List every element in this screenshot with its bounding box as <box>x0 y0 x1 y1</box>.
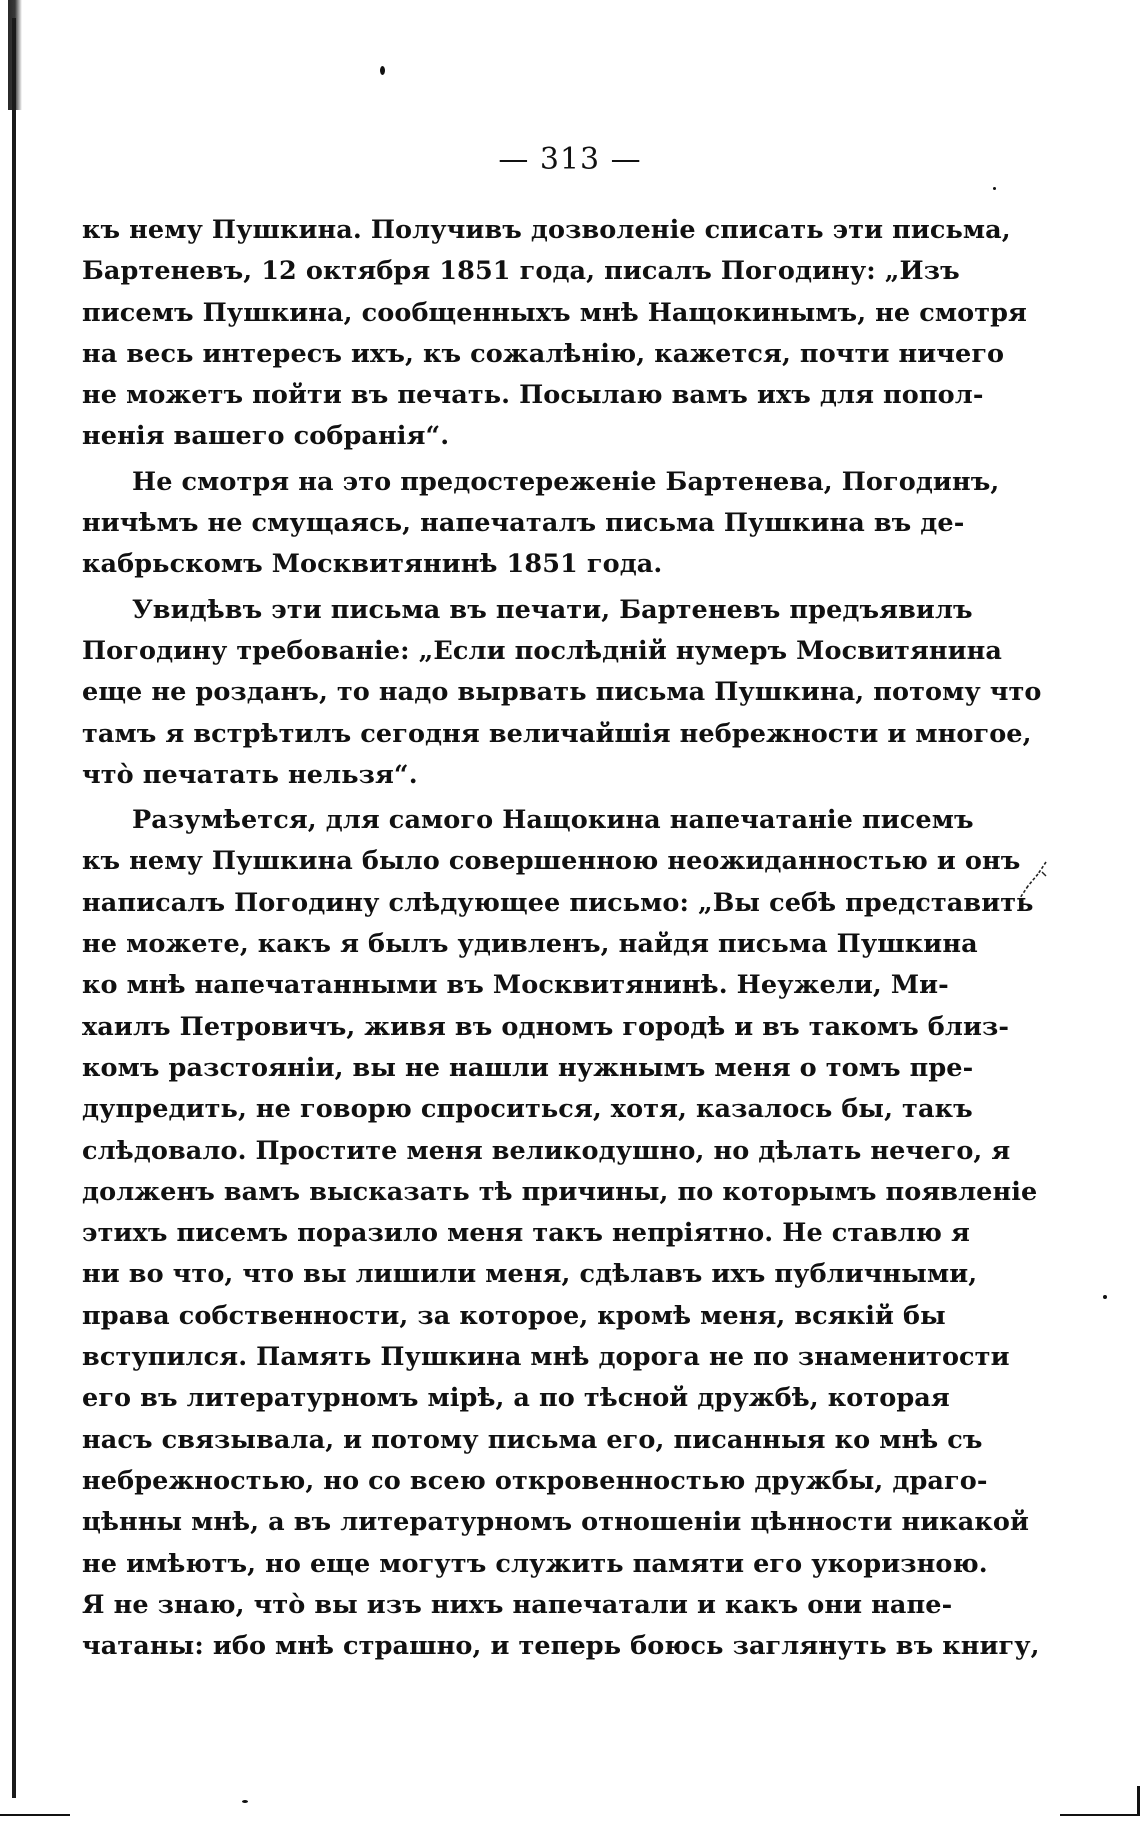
text-line: написалъ Погодину слѣдующее письмо: „Вы себѣ представить <box>82 887 1034 918</box>
scan-left-margin-line <box>12 18 16 1798</box>
text-line: Не смотря на это предостереженіе Бартенева, Погодинъ, <box>132 466 1000 497</box>
text-line: Увидѣвъ эти письма въ печати, Бартеневъ предъявилъ <box>132 594 973 625</box>
text-line: Бартеневъ, 12 октября 1851 года, писалъ Погодину: „Изъ <box>82 256 960 287</box>
text-line: еще не розданъ, то надо вырвать письма Пушкина, потому что <box>82 677 1042 708</box>
text-line: къ нему Пушкина было совершенною неожиданностью и онъ <box>82 846 1021 877</box>
scan-bottom-right-line <box>1060 1814 1140 1816</box>
text-line: ни во что, что вы лишили меня, сдѣлавъ ихъ публичными, <box>82 1259 978 1290</box>
text-line: не имѣютъ, но еще могутъ служить памяти его укоризною. <box>82 1548 988 1579</box>
body-text <box>82 210 1042 1667</box>
text-line: къ нему Пушкина. Получивъ дозволеніе списать эти письма, <box>82 215 1011 245</box>
text-line: писемъ Пушкина, сообщенныхъ мнѣ Нащокинымъ, не смотря <box>82 297 1027 328</box>
text-line: не можетъ пойти въ печать. Посылаю вамъ ихъ для попол- <box>82 380 984 411</box>
text-line: Разумѣется, для самого Нащокина напечатаніе писемъ <box>132 805 974 836</box>
text-line: не можете, какъ я былъ удивленъ, найдя письма Пушкина <box>82 929 978 960</box>
text-line: Я не знаю, что̀ вы изъ нихъ напечатали и какъ они напе- <box>82 1589 953 1620</box>
text-line: вступился. Память Пушкина мнѣ дорога не по знаменитости <box>82 1342 1010 1373</box>
scan-bottom-left-line <box>0 1814 70 1816</box>
text-line: что̀ печатать нельзя“. <box>82 759 418 790</box>
text-line: Погодину требованіе: „Если послѣдній нумеръ Мосвитянина <box>82 635 1003 666</box>
page-number: — 313 — <box>498 142 642 177</box>
text-line: чатаны: ибо мнѣ страшно, и теперь боюсь заглянуть въ книгу, <box>82 1631 1040 1662</box>
text-line: права собственности, за которое, кромѣ меня, всякій бы <box>82 1300 946 1331</box>
text-line: ненія вашего собранія“. <box>82 421 450 452</box>
text-line: тамъ я встрѣтилъ сегодня величайшія небрежности и многое, <box>82 718 1032 749</box>
text-line: на весь интересъ ихъ, къ сожалѣнію, кажется, почти ничего <box>82 338 1005 369</box>
text-line: кабрьскомъ Москвитянинѣ 1851 года. <box>82 549 663 580</box>
text-line: ничѣмъ не смущаясь, напечаталъ письма Пушкина въ де- <box>82 508 965 539</box>
text-line: дупредить, не говорю спроситься, хотя, казалось бы, такъ <box>82 1094 973 1125</box>
text-line: небрежностью, но со всею откровенностью дружбы, драго- <box>82 1465 988 1496</box>
text-line: хаилъ Петровичъ, живя въ одномъ городѣ и въ такомъ близ- <box>82 1011 1010 1042</box>
text-line: цѣнны мнѣ, а въ литературномъ отношеніи цѣнности никакой <box>82 1507 1030 1538</box>
text-line: насъ связывала, и потому письма его, писанныя ко мнѣ съ <box>82 1424 983 1455</box>
ink-speck <box>380 66 385 75</box>
ink-speck <box>242 1800 248 1803</box>
text-line: комъ разстояніи, вы не нашли нужнымъ меня о томъ пре- <box>82 1052 974 1083</box>
text-line: ко мнѣ напечатанными въ Москвитянинѣ. Неужели, Ми- <box>82 970 949 1001</box>
text-line: его въ литературномъ мірѣ, а по тѣсной дружбѣ, которая <box>82 1383 950 1414</box>
text-line: слѣдовало. Простите меня великодушно, но дѣлать нечего, я <box>82 1135 1011 1166</box>
ink-speck <box>993 187 996 190</box>
text-line: долженъ вамъ высказать тѣ причины, по которымъ появленіе <box>82 1176 1038 1207</box>
ink-speck <box>1103 1295 1107 1299</box>
text-line: этихъ писемъ поразило меня такъ непріятно. Не ставлю я <box>82 1218 970 1249</box>
